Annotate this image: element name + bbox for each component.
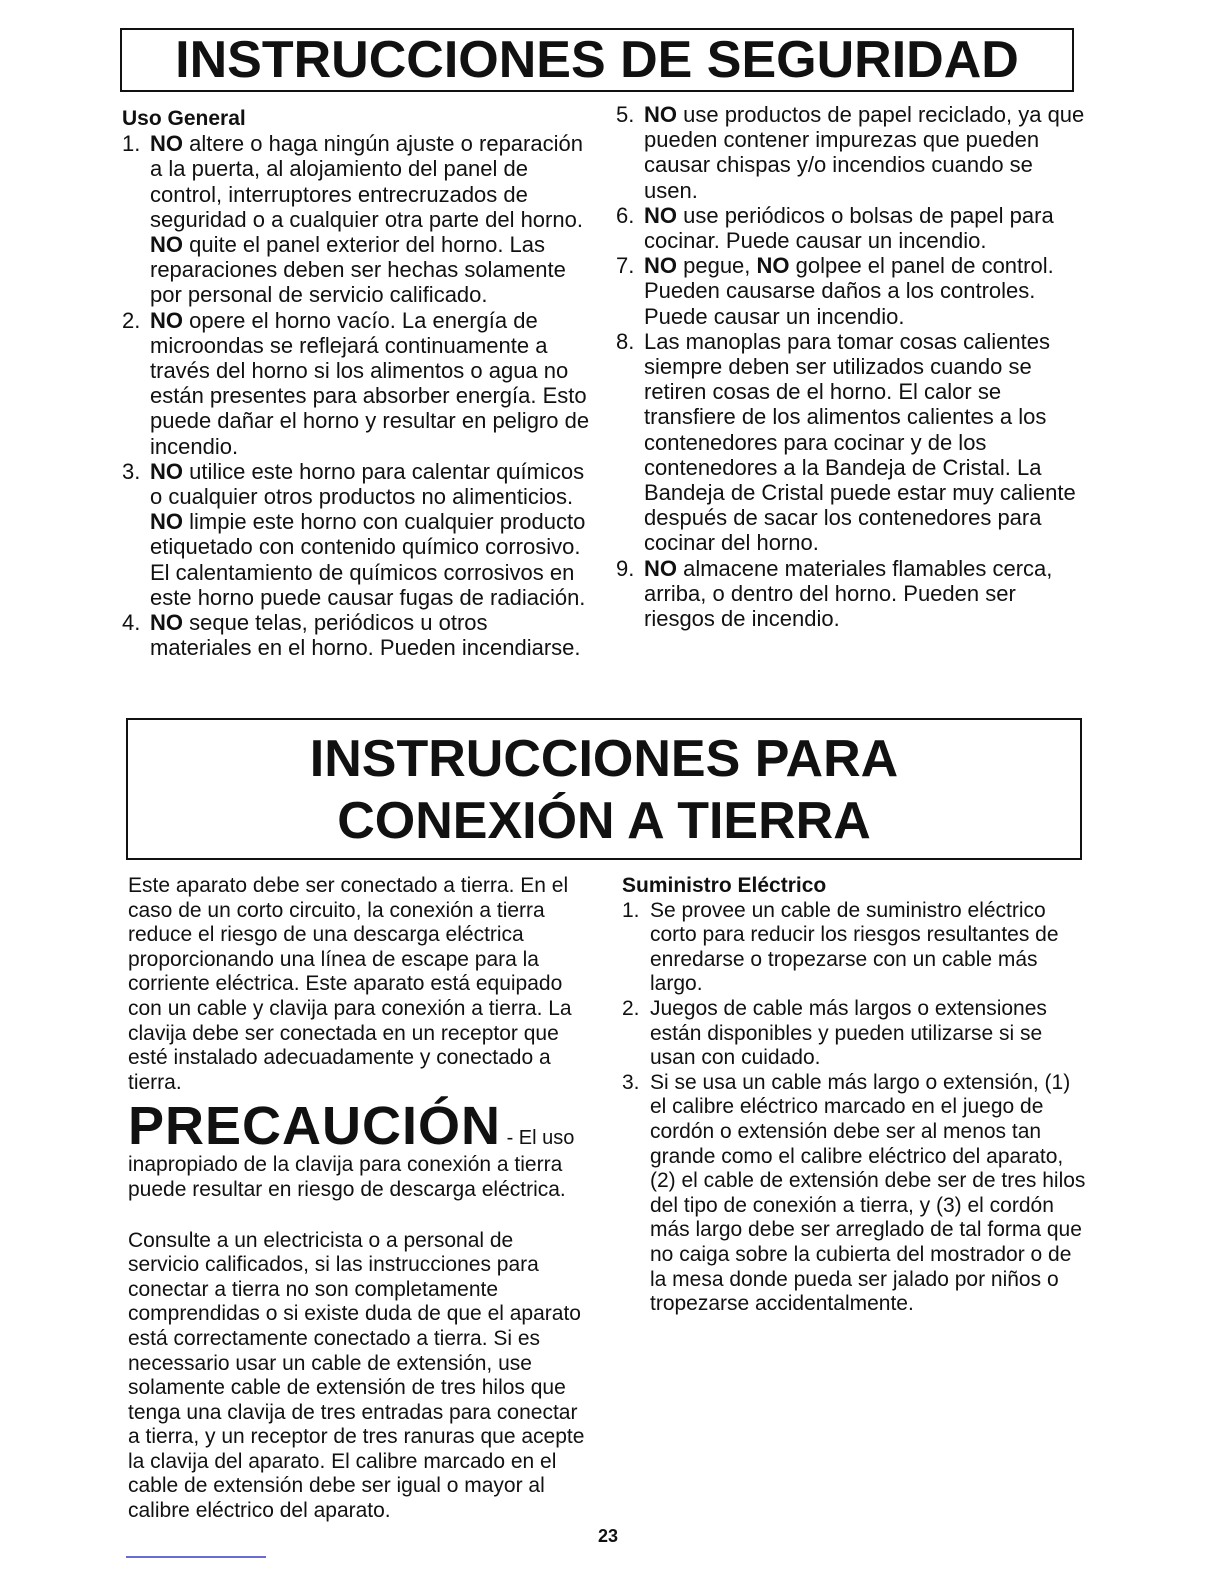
item-text: pegue, — [677, 253, 757, 279]
item-number: 5. — [616, 102, 635, 127]
item-number: 4. — [122, 610, 141, 636]
grounding-instructions-title — [126, 718, 1082, 860]
emphasis-text: NO — [150, 610, 183, 636]
item-number: 3. — [622, 1070, 640, 1094]
item-text: Las manoplas para tomar cosas calientes siempre deben ser utilizados cuando se retiren cosas de el horno. El calor se transfiere de los alimentos calientes a los contenedores para cocinar y de los contenedores a la Bandeja de Cristal. La Bandeja de Cristal puede estar muy caliente después de sacar los contenedores para cocinar del horno. — [644, 328, 1076, 556]
emphasis-text: NO — [150, 307, 183, 333]
electrical-supply-column — [622, 874, 1086, 1317]
general-use-column-right — [616, 102, 1086, 631]
caution-line — [128, 1096, 586, 1157]
supply-item — [622, 1071, 1086, 1317]
item-text: almacene materiales flamables cerca, arriba, o dentro del horno. Pueden ser riesgos de incendio. — [644, 555, 1053, 632]
safety-instructions-title — [120, 28, 1074, 92]
grounding-intro-paragraph: Este aparato debe ser conectado a tierra. En el caso de un corto circuito, la conexión a tierra reduce el riesgo de una descarga eléctrica proporcionando una línea de escape para la corriente eléctrica. Este aparato está equipado con un cable y clavija para conexión a tierra. La clavija debe ser conectada en un receptor que esté instalado adecuadamente y conectado a tierra. — [128, 874, 572, 1094]
item-number: 2. — [122, 307, 141, 333]
emphasis-text: NO — [150, 458, 183, 484]
safety-item — [122, 610, 592, 660]
item-text: seque telas, periódicos u otros materiales en el horno. Pueden incendiarse. — [150, 610, 581, 661]
item-text: limpie este horno con cualquier producto etiquetado con contenido químico corrosivo. El calentamiento de químicos corrosivos en este horno puede causar fugas de radiación. — [150, 509, 586, 610]
safety-title-text: INSTRUCCIONES DE SEGURIDAD — [175, 31, 1019, 89]
item-number: 1. — [622, 898, 640, 922]
safety-item — [616, 253, 1086, 329]
safety-item — [122, 459, 592, 610]
item-text: opere el horno vacío. La energía de microondas se reflejará continuamente a través del horno si los alimentos o agua no están presentes para absorber energía. Esto puede dañar el horno y resultar en peligro de incendio. — [150, 307, 590, 459]
item-text: quite el panel exterior del horno. Las reparaciones deben ser hechas solamente por personal de servicio calificado. — [150, 232, 566, 308]
grounding-column — [128, 874, 586, 1524]
item-number: 8. — [616, 328, 635, 354]
item-text: utilice este horno para calentar químicos o cualquier otros productos no alimenticios. — [150, 458, 585, 510]
supply-item — [622, 997, 1086, 1071]
item-text: use productos de papel reciclado, ya que pueden contener impurezas que pueden causar chispas y/o incendios cuando se usen. — [644, 102, 1085, 203]
item-text: altere o haga ningún ajuste o reparación a la puerta, al alojamiento del panel de control, interruptores entrecruzados de seguridad o a cualquier otra parte del horno. — [150, 131, 583, 232]
general-use-column-left — [122, 106, 592, 660]
consult-paragraph: Consulte a un electricista o a personal de servicio calificados, si las instrucciones para conectar a tierra no son completamente comprendidas o si existe duda de que el aparato está correctamente conectado a tierra. Si es necessario usar un cable de extensión, use solamente cable de extensión de tres hilos que tenga una clavija de tres entradas para conectar a tierra, y un receptor de tres ranuras que acepte la clavija del aparato. El calibre marcado en el cable de extensión debe ser igual o mayor al calibre eléctrico del aparato. — [128, 1228, 585, 1523]
safety-item — [616, 102, 1086, 203]
general-use-list-left — [122, 131, 592, 660]
item-text: use periódicos o bolsas de papel para cocinar. Puede causar un incendio. — [644, 202, 1054, 254]
electrical-supply-list — [622, 899, 1086, 1317]
safety-item — [122, 131, 592, 307]
page-number: 23 — [598, 1526, 619, 1546]
emphasis-text: NO — [150, 131, 183, 157]
item-number: 9. — [616, 555, 635, 581]
supply-item — [622, 899, 1086, 997]
item-text: Juegos de cable más largos o extensiones están disponibles y pueden utilizarse si se usan con cuidado. — [650, 996, 1047, 1070]
general-use-list-right — [616, 102, 1086, 631]
caution-heading: PRECAUCIÓN — [128, 1096, 502, 1157]
emphasis-text: NO — [644, 202, 677, 228]
item-text: golpee el panel de control. Pueden causarse daños a los controles. Puede causar un incendio. — [644, 253, 1054, 329]
emphasis-text: NO — [756, 253, 790, 279]
item-number: 7. — [616, 253, 635, 279]
electrical-supply-heading: Suministro Eléctrico — [622, 874, 827, 897]
item-number: 1. — [122, 131, 141, 157]
safety-item — [616, 556, 1086, 632]
emphasis-text: NO — [644, 253, 677, 279]
item-number: 2. — [622, 996, 640, 1020]
safety-item — [122, 308, 592, 459]
emphasis-text: NO — [150, 509, 183, 535]
item-number: 3. — [122, 458, 141, 484]
item-text: Se provee un cable de suministro eléctrico corto para reducir los riesgos resultantes de enredarse o tropezarse con un cable más largo. — [650, 898, 1059, 996]
caution-lead-in: - El uso — [501, 1127, 575, 1150]
safety-item — [616, 203, 1086, 253]
emphasis-text: NO — [150, 232, 183, 258]
general-use-heading: Uso General — [122, 107, 246, 130]
emphasis-text: NO — [644, 555, 677, 581]
safety-item — [616, 329, 1086, 556]
footer-rule — [126, 1556, 266, 1558]
grounding-title-line-1: INSTRUCCIONES PARA — [309, 730, 899, 788]
caution-text: inapropiado de la clavija para conexión a tierra puede resultar en riesgo de descarga eléctrica. — [128, 1153, 566, 1201]
grounding-title-line-2: CONEXIÓN A TIERRA — [337, 792, 871, 850]
item-number: 6. — [616, 202, 635, 228]
item-text: Si se usa un cable más largo o extensión, (1) el calibre eléctrico marcado en el juego de cordón o extensión debe ser al menos tan grande como el calibre eléctrico del aparato, (2) el cable de extensión debe ser de tres hilos del tipo de conexión a tierra, y (3) el cordón más largo debe ser arreglado de tal forma que no caiga sobre la cubierta del mostrador o de la mesa donde pueda ser jalado por niños o tropezarse accidentalmente. — [650, 1070, 1086, 1316]
emphasis-text: NO — [644, 102, 677, 127]
